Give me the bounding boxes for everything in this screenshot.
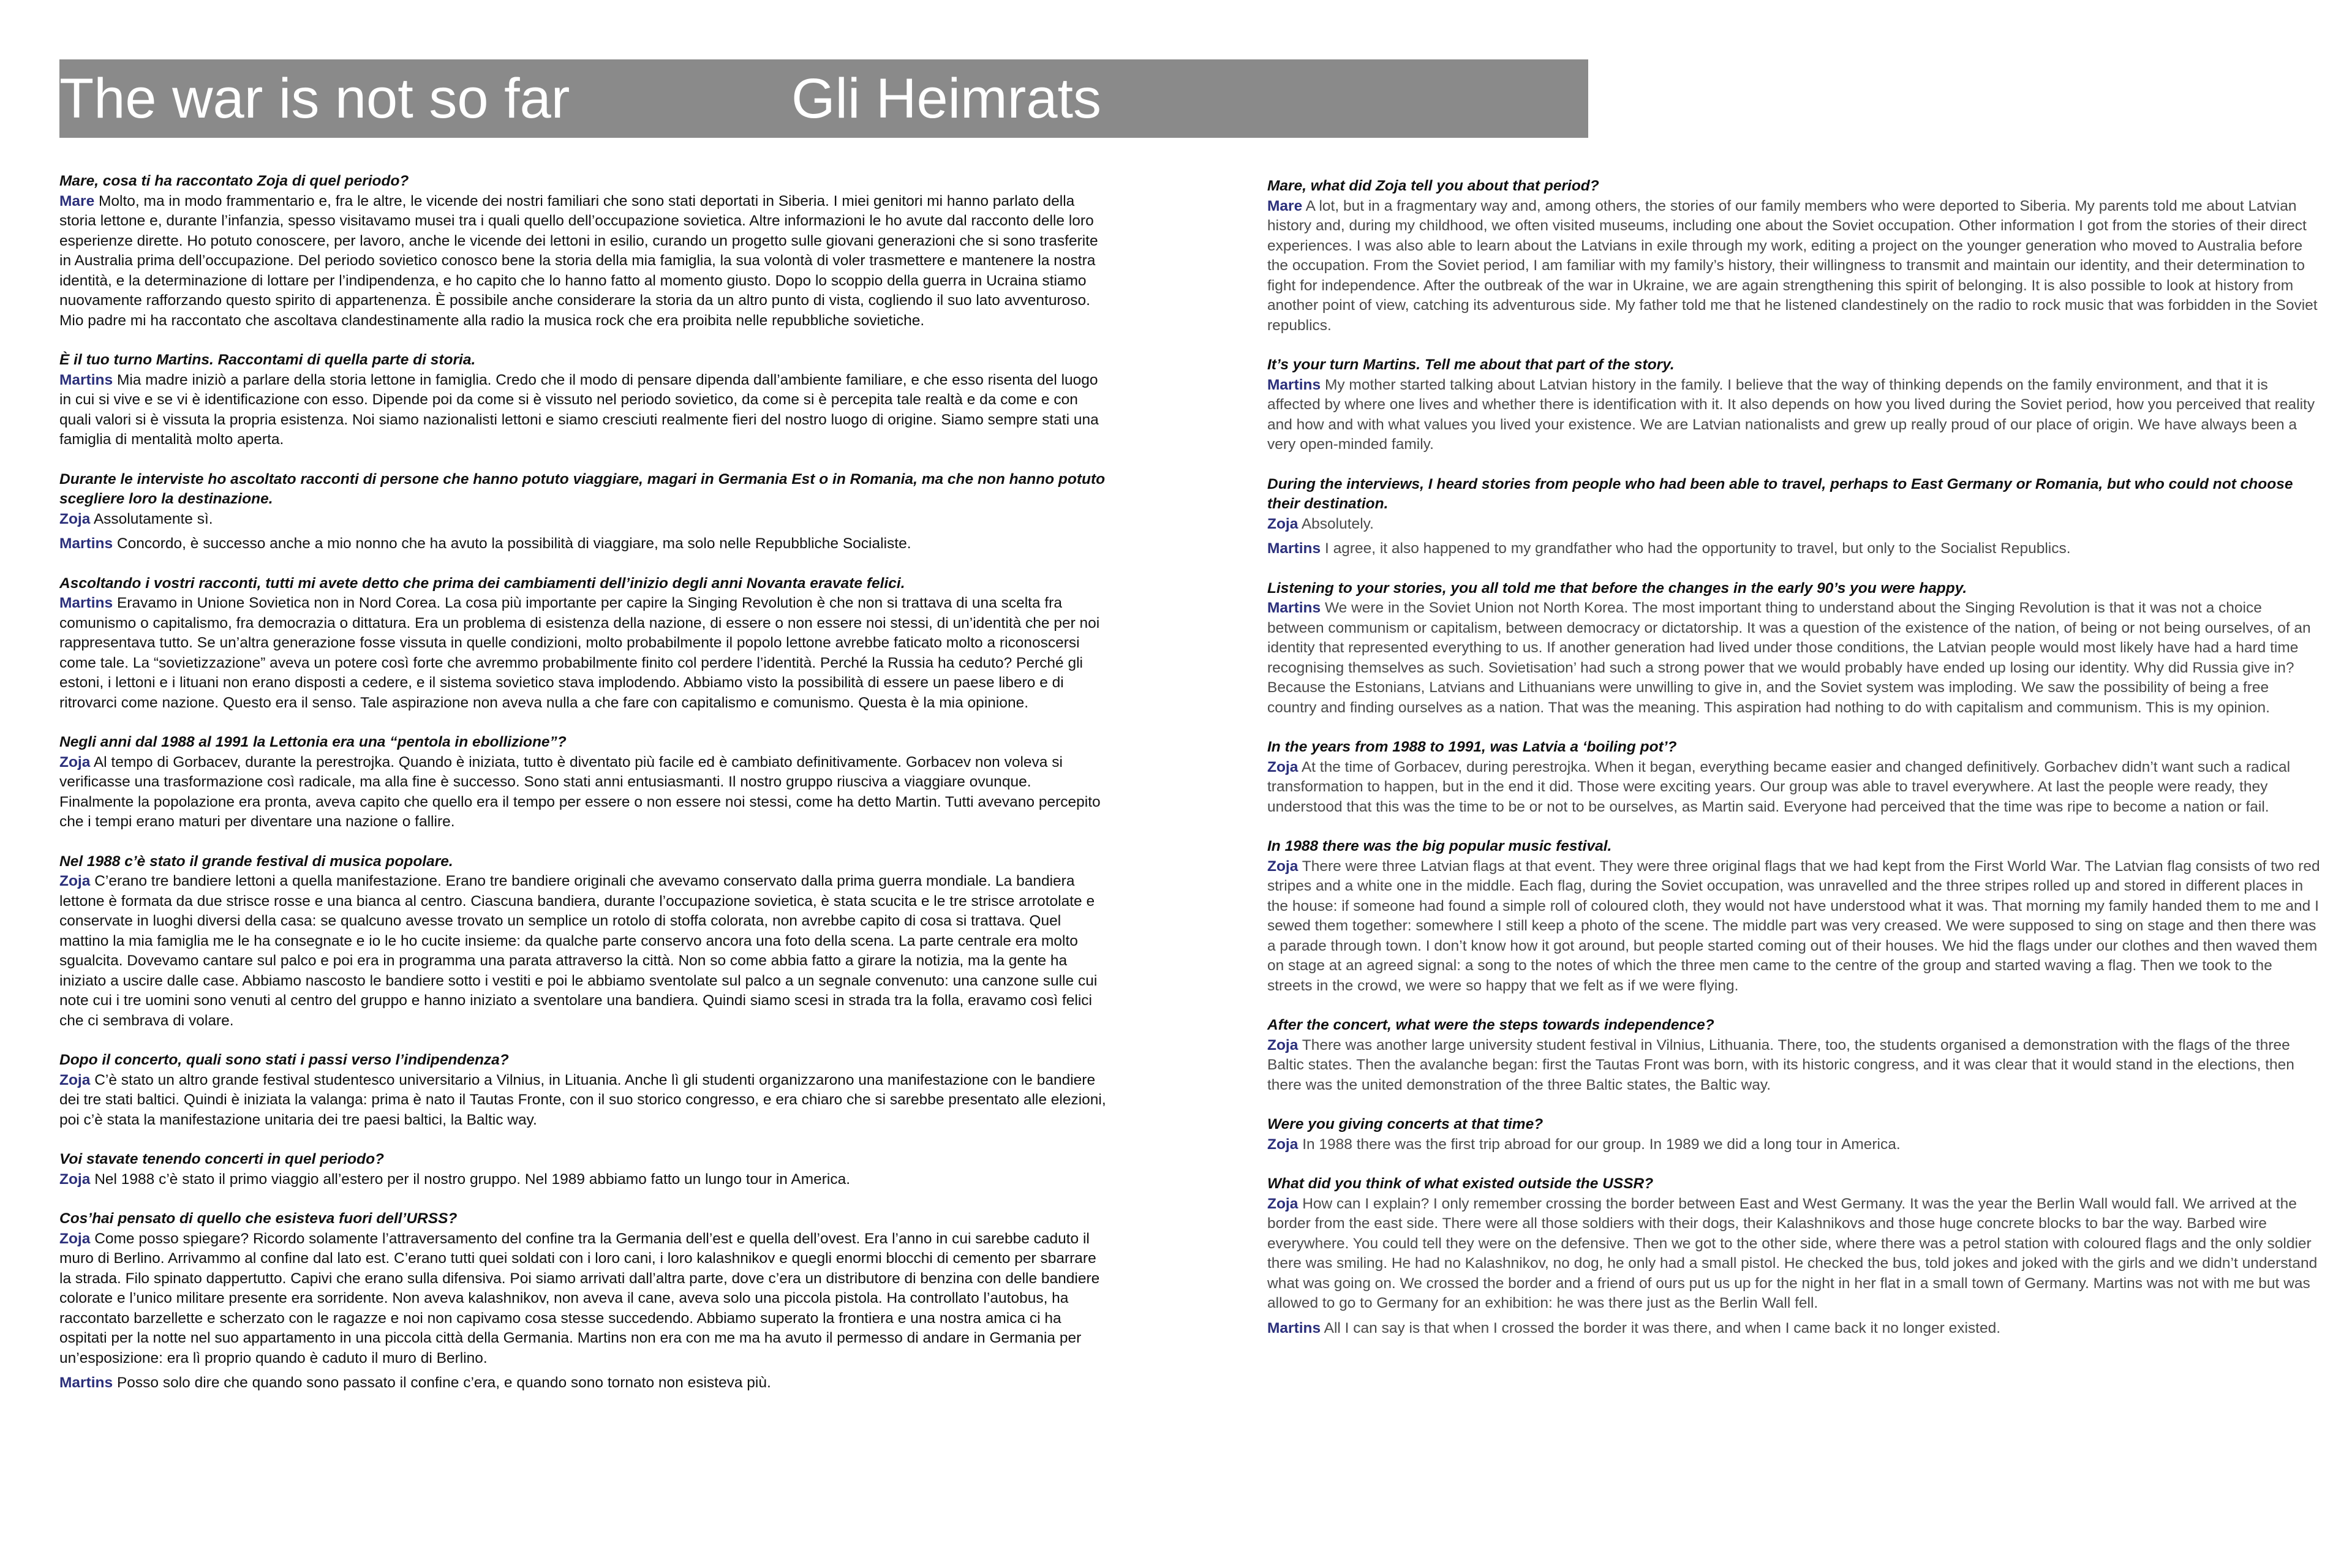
speaker-name: Zoja xyxy=(59,1071,91,1088)
question: Cos’hai pensato di quello che esisteva fuori dell’URSS? xyxy=(59,1210,458,1227)
answer xyxy=(1267,514,2321,535)
answer-text: C’erano tre bandiere lettoni a quella manifestazione. Erano tre bandiere originali che avevamo conservato dalla prima guerra mondiale. La bandiera lettone è formata da due strisce rosse e una bianca al centro. Ciascuna bandiera, durante l’occupazione sovietica, è stata scucita e le tre strisce arrotolate e conservate in luoghi diversi della casa: se qualcuno avesse trovato un semplice un rotolo di stoffa colorata, non avrebbe capito di cosa si trattava. Quel mattino la mia famiglia me le ha consegnate e io le ho cucite insieme: da qualche parte conservo ancora una foto della scena. La parte centrale era molto sgualcita. Dovevamo cantare sul palco e poi era in programma una parata attraverso la città. Non so come abbia fatto a girare la notizia, ma la gente ha iniziato a uscire dalle case. Abbiamo nascosto le bandiere sotto i vestiti e poi le abbiamo sventolate sul palco a un segnale convenuto: una canzone sulle cui note cui i tre uomini sono venuti al centro del gruppo e hanno iniziato a sventolare una bandiera. Quindi siamo scesi in strada tra la folla, eravamo così felici che ci sembrava di volare. xyxy=(59,873,1098,1029)
qa-block xyxy=(1267,1016,2321,1095)
question: After the concert, what were the steps towards independence? xyxy=(1267,1017,1714,1033)
question: In the years from 1988 to 1991, was Latvia a ‘boiling pot’? xyxy=(1267,739,1677,755)
qa-block xyxy=(1267,837,2321,996)
answer xyxy=(59,1170,1107,1190)
qa-block xyxy=(1267,1115,2321,1155)
answer-text: In 1988 there was the first trip abroad for our group. In 1989 we did a long tour in America. xyxy=(1302,1136,1901,1153)
answer-text: Assolutamente sì. xyxy=(93,510,213,527)
answer xyxy=(1267,598,2321,718)
speaker-name: Martins xyxy=(1267,600,1321,616)
answer xyxy=(1267,197,2321,336)
english-column xyxy=(1267,176,2321,1358)
answer-text: Posso solo dire che quando sono passato il confine c’era, e quando sono tornato non esisteva più. xyxy=(116,1374,771,1391)
answer xyxy=(1267,1135,2321,1155)
qa-block xyxy=(1267,579,2321,718)
answer-text: C’è stato un altro grande festival studentesco universitario a Vilnius, in Lituania. Anche lì gli studenti organizzarono una manifestazione con le bandiere dei tre stati baltici. Quindi è iniziata la valanga: prima è nato il Tautas Fronte, con il suo storico congresso, e era chiaro che si sarebbe presentato alle elezioni, poi c’è stata la manifestazione unitaria dei tre paesi baltici, la Baltic way. xyxy=(59,1071,1106,1128)
title-banner xyxy=(59,59,1588,138)
qa-block xyxy=(1267,475,2321,559)
question: In 1988 there was the big popular music festival. xyxy=(1267,838,1612,854)
italian-column xyxy=(59,172,1107,1413)
speaker-name: Martins xyxy=(1267,376,1321,393)
answer-text: We were in the Soviet Union not North Korea. The most important thing to understand about the Singing Revolution is that it was not a choice between communism or capitalism, between democracy or dictatorship. It was a question of the existence of the nation, of being or not being ourselves, of an identity that represented everything to us. If another generation had lived under those conditions, the Latvian people would most likely have had a hard time recognising themselves as such. Sovietisation’ had such a strong power that we would probably have ended up losing our identity. Why did Russia give in? Because the Estonians, Latvians and Lithuanians were unwilling to give in, and the Soviet system was imploding. We saw the possibility of being a free country and finding ourselves as a nation. That was the meaning. This aspiration had nothing to do with capitalism and communism. This is my opinion. xyxy=(1267,600,2311,716)
answer xyxy=(1267,857,2321,997)
qa-block xyxy=(59,852,1107,1031)
speaker-name: Zoja xyxy=(59,510,91,527)
question: Ascoltando i vostri racconti, tutti mi avete detto che prima dei cambiamenti dell’inizio degli anni Novanta eravate felici. xyxy=(59,575,905,592)
speaker-name: Zoja xyxy=(59,1170,91,1188)
question: Listening to your stories, you all told me that before the changes in the early 90’s you were happy. xyxy=(1267,579,1967,597)
page-title: The war is not so far xyxy=(59,67,570,130)
question: È il tuo turno Martins. Raccontami di quella parte di storia. xyxy=(59,352,476,368)
answer-text: My mother started talking about Latvian history in the family. I believe that the way of thinking depends on the family environment, and that it is affected by where one lives and whether there is identification with it. It also depends on how you lived during the Soviet period, how you perceived that reality and how and with what values you lived your existence. We are Latvian nationalists and grew up really proud of our place of origin. We have always been a very open-minded family. xyxy=(1267,376,2315,453)
answer-text: Molto, ma in modo frammentario e, fra le altre, le vicende dei nostri familiari che sono stati deportati in Siberia. I miei genitori mi hanno parlato della storia lettone e, durante l’infanzia, spesso visitavamo musei tra i quali quello dell’occupazione sovietica. Altre informazioni le ho avute dal racconto delle loro esperienze dirette. Ho potuto conoscere, per lavoro, anche le vicende dei lettoni in esilio, curando un progetto sulle giovani generazioni che si sono trasferite in Australia prima dell’occupazione. Del periodo sovietico conosco bene la storia della mia famiglia, la sua volontà di voler trasmettere e mantenere la nostra identità, e la determinazione di lottare per l’indipendenza, e ho capito che lo hanno fatto al momento giusto. Dopo lo scoppio della guerra in Ucraina stiamo nuovamente rafforzando questo spirito di appartenenza. È possibile anche considerare la storia da un altro punto di vista, cogliendo il suo lato avventuroso. Mio padre mi ha raccontato che ascoltava clandestinamente alla radio la musica rock che era proibita nelle repubbliche sovietiche. xyxy=(59,192,1098,329)
question: What did you think of what existed outside the USSR? xyxy=(1267,1175,1654,1192)
speaker-name: Martins xyxy=(59,371,113,388)
answer xyxy=(1267,539,2321,559)
qa-block xyxy=(59,1150,1107,1189)
answer-text: All I can say is that when I crossed the border it was there, and when I came back it no longer existed. xyxy=(1324,1319,2001,1336)
speaker-name: Zoja xyxy=(59,873,91,889)
answer-text: There were three Latvian flags at that event. They were three original flags that we had kept from the First World War. The Latvian flag consists of two red stripes and a white one in the middle. Each flag, during the Soviet occupation, was unravelled and the three stripes rolled up and stored in different places in the house: if someone had found a simple roll of coloured cloth, they would not have understood what it was. That morning my family handed them to me and I sewed them together: somewhere I still keep a photo of the scene. The middle part was very creased. We were supposed to sing on stage and then there was a parade through town. I don’t know how it got around, but people started coming out of their houses. We hid the flags under our clothes and then waved them on stage at an agreed signal: a song to the notes of which the three men came to the centre of the group and started waving a flag. Then we took to the streets in the crowd, we were so happy that we felt as if we were flying. xyxy=(1267,858,2320,994)
qa-block xyxy=(59,1050,1107,1130)
answer-text: There was another large university student festival in Vilnius, Lithuania. There, too, the students organised a demonstration with the flags of the three Baltic states. Then the avalanche began: first the Tautas Front was born, with its historic congress, and it was clear that it would stand in the elections, then there was the united demonstration of the three Baltic states, the Baltic way. xyxy=(1267,1036,2294,1093)
answer xyxy=(59,534,1107,554)
speaker-name: Zoja xyxy=(1267,1036,1298,1054)
answer xyxy=(59,192,1107,331)
question: Mare, what did Zoja tell you about that period? xyxy=(1267,178,1599,194)
question: Durante le interviste ho ascoltato racconti di persone che hanno potuto viaggiare, magari in Germania Est o in Romania, ma che non hanno potuto scegliere loro la destinazione. xyxy=(59,470,1106,507)
answer xyxy=(59,1071,1107,1131)
speaker-name: Martins xyxy=(1267,1319,1321,1336)
answer-text: Concordo, è successo anche a mio nonno che ha avuto la possibilità di viaggiare, ma solo nelle Repubbliche Socialiste. xyxy=(116,535,911,552)
answer-text: Al tempo di Gorbacev, durante la perestrojka. Quando è iniziata, tutto è diventato più facile ed è cambiato definitivamente. Gorbacev non voleva si verificasse una trasformazione così radicale, ma alla fine è successo. Sono stati anni entusiasmanti. Il nostro gruppo riusciva a viaggiare ovunque. Finalmente la popolazione era pronta, aveva capito che quello era il tempo per essere o non essere noi stessi, come ha detto Martin. Tutti avevano percepito che i tempi erano maturi per diventare una nazione o fallire. xyxy=(59,753,1101,830)
speaker-name: Zoja xyxy=(1267,1136,1298,1153)
question: Mare, cosa ti ha raccontato Zoja di quel periodo? xyxy=(59,173,409,189)
answer xyxy=(1267,1036,2321,1096)
qa-block xyxy=(59,350,1107,450)
speaker-name: Zoja xyxy=(1267,858,1298,875)
qa-block xyxy=(1267,737,2321,817)
speaker-name: Zoja xyxy=(59,1230,91,1247)
question: Voi stavate tenendo concerti in quel periodo? xyxy=(59,1151,385,1167)
qa-block xyxy=(59,1209,1107,1393)
answer xyxy=(59,510,1107,530)
speaker-name: Zoja xyxy=(1267,515,1298,532)
qa-block xyxy=(1267,355,2321,455)
speaker-name: Mare xyxy=(1267,197,1303,214)
speaker-name: Mare xyxy=(59,192,95,209)
speaker-name: Martins xyxy=(59,1374,113,1391)
speaker-name: Martins xyxy=(59,595,113,611)
answer-text: A lot, but in a fragmentary way and, among others, the stories of our family members who were deported to Siberia. My parents told me about Latvian history and, during my childhood, we often visited museums, including one about the Soviet occupation. Other information I got from the stories of their direct experiences. I was also able to learn about the Latvians in exile through my work, editing a project on the younger generation who moved to Australia before the occupation. From the Soviet period, I am familiar with my family’s history, their willingness to transmit and maintain our identity, and their determination to fight for independence. After the outbreak of the war in Ukraine, we are again strengthening this spirit of belonging. It is also possible to look at history from another point of view, catching its adventurous side. My father told me that he listened clandestinely on the radio to rock music that was forbidden in the Soviet republics. xyxy=(1267,197,2318,334)
speaker-name: Martins xyxy=(59,535,113,552)
answer xyxy=(1267,1319,2321,1339)
answer-text: I agree, it also happened to my grandfather who had the opportunity to travel, but only to the Socialist Republics. xyxy=(1324,540,2071,557)
qa-block xyxy=(59,172,1107,331)
question: It’s your turn Martins. Tell me about that part of the story. xyxy=(1267,356,1675,373)
page-subtitle: Gli Heimrats xyxy=(791,67,1102,130)
answer xyxy=(1267,758,2321,818)
question: Dopo il concerto, quali sono stati i passi verso l’indipendenza? xyxy=(59,1052,509,1068)
qa-block xyxy=(59,733,1107,832)
speaker-name: Zoja xyxy=(59,753,91,771)
speaker-name: Martins xyxy=(1267,540,1321,557)
speaker-name: Zoja xyxy=(1267,1195,1298,1212)
qa-block xyxy=(1267,1174,2321,1338)
question: During the interviews, I heard stories from people who had been able to travel, perhaps to East Germany or Romania, but who could not choose their destination. xyxy=(1267,475,2293,512)
answer-text: Mia madre iniziò a parlare della storia lettone in famiglia. Credo che il modo di pensare dipenda dall’ambiente familiare, e che esso risenta del luogo in cui si vive e se vi è identificazione con esso. Dipende poi da come si è vissuto nel periodo sovietico, da come si è percepita tale realtà e da come e con quali valori si è vissuta la propria esistenza. Noi siamo nazionalisti lettoni e siamo cresciuti realmente fieri del nostro luogo di origine. Siamo sempre stati una famiglia di mentalità molto aperta. xyxy=(59,371,1099,448)
answer xyxy=(59,872,1107,1031)
qa-block xyxy=(59,470,1107,554)
answer-text: Absolutely. xyxy=(1301,515,1374,532)
answer xyxy=(1267,1194,2321,1314)
question: Nel 1988 c’è stato il grande festival di musica popolare. xyxy=(59,853,453,870)
question: Were you giving concerts at that time? xyxy=(1267,1116,1544,1133)
answer-text: Nel 1988 c’è stato il primo viaggio all’estero per il nostro gruppo. Nel 1989 abbiamo fatto un lungo tour in America. xyxy=(94,1170,851,1188)
answer-text: At the time of Gorbacev, during perestrojka. When it began, everything became easier and changed definitively. Gorbachev didn’t want such a radical transformation to happen, but in the end it did. Those were exciting years. Our group was able to travel everywhere. At last the people were ready, they understood that this was the time to be or not to be ourselves, as Martin said. Everyone had perceived that the time was ripe to become a nation or fail. xyxy=(1267,758,2291,815)
answer xyxy=(59,371,1107,450)
answer xyxy=(59,753,1107,832)
answer-text: Eravamo in Unione Sovietica non in Nord Corea. La cosa più importante per capire la Singing Revolution è che non si trattava di una scelta fra comunismo o capitalismo, fra democrazia o dittatura. Era un problema di esistenza della nazione, di essere o non essere noi stessi, di un’identità che per noi rappresentava tutto. Se un’altra generazione fosse vissuta in quelle condizioni, molto probabilmente il popolo lettone avrebbe faticato molto a riconoscersi come tale. La “sovietizzazione” aveva un potere così forte che avremmo probabilmente finito col perdere l’identità. Perché la Russia ha ceduto? Perché gli estoni, i lettoni e i lituani non erano disposti a cedere, e il sistema sovietico stava implodendo. Abbiamo visto la possibilità di essere un paese libero e di ritrovarci come nazione. Questo era il senso. Tale aspirazione non aveva nulla a che fare con capitalismo e comunismo. Questa è la mia opinione. xyxy=(59,595,1100,711)
answer xyxy=(59,1229,1107,1369)
answer-text: How can I explain? I only remember crossing the border between East and West Germany. It was the year the Berlin Wall would fall. We arrived at the border from the east side. There were all those soldiers with their dogs, their Kalashnikovs and those huge concrete blocks to bar the way. Barbed wire everywhere. You could tell they were on the defensive. Then we got to the other side, where there was a petrol station with coloured flags and the only soldier there was smiling. He had no Kalashnikov, no dog, he only had a small pistol. He checked the bus, told jokes and joked with the girls and we didn’t understand what was going on. We crossed the border and a friend of ours put us up for the night in her flat in a small town of Germany. Martins was not with me but was allowed to go to Germany for an exhibition: he was there just as the Berlin Wall fell. xyxy=(1267,1195,2318,1311)
question: Negli anni dal 1988 al 1991 la Lettonia era una “pentola in ebollizione”? xyxy=(59,734,567,750)
answer xyxy=(59,1373,1107,1393)
speaker-name: Zoja xyxy=(1267,758,1298,775)
answer-text: Come posso spiegare? Ricordo solamente l’attraversamento del confine tra la Germania dell’est e quella dell’ovest. Era l’anno in cui sarebbe caduto il muro di Berlino. Arrivammo al confine dal lato est. C’erano tutti quei soldati con i loro cani, i loro kalashnikov e quegli enormi blocchi di cemento per sbarrare la strada. Filo spinato dappertutto. Capivi che erano sulla difensiva. Poi siamo arrivati dall’altra parte, dove c’era un distributore di benzina con delle bandiere colorate e l’unico militare presente era sorridente. Non aveva kalashnikov, non aveva il cane, aveva solo una piccola pistola. Ha controllato l’autobus, ha raccontato barzellette e scherzato con le ragazze e noi non capivamo cosa stesse succedendo. Abbiamo superato la frontiera e una nostra amica ci ha ospitati per la notte nel suo appartamento in una piccola città della Germania. Martins non era con me ma ha avuto il permesso di andare in Germania per un’esposizione: era lì proprio quando è caduto il muro di Berlino. xyxy=(59,1230,1100,1366)
answer xyxy=(1267,375,2321,455)
qa-block xyxy=(59,574,1107,714)
answer xyxy=(59,594,1107,713)
qa-block xyxy=(1267,176,2321,336)
